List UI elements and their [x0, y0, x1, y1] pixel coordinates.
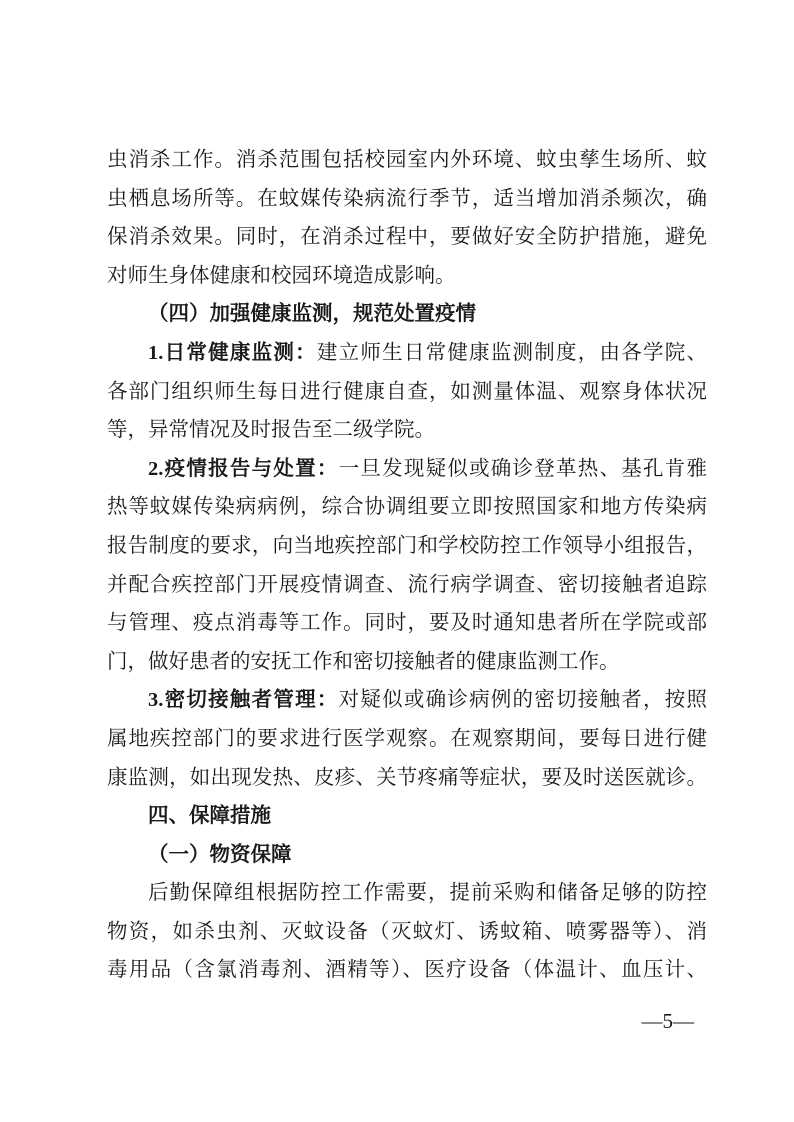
text-line [107, 681, 707, 720]
text-segment: 门，做好患者的安抚工作和密切接触者的健康监测工作。 [107, 650, 620, 673]
text-line [107, 450, 707, 489]
text-line [107, 836, 707, 875]
text-segment: 虫栖息场所等。在蚊媒传染病流行季节，适当增加消杀频次，确 [107, 187, 707, 210]
text-segment: 保消杀效果。同时，在消杀过程中，要做好安全防护措施，避免 [107, 226, 707, 249]
text-line [107, 951, 707, 990]
text-line [107, 604, 707, 643]
text-segment-bold: 3.密切接触者管理： [148, 689, 339, 712]
text-segment: 建立师生日常健康监测制度，由各学院、 [316, 341, 708, 364]
text-segment: 一旦发现疑似或确诊登革热、基孔肯雅 [338, 457, 708, 480]
text-line [107, 488, 707, 527]
text-line [107, 334, 707, 373]
text-segment: 对疑似或确诊病例的密切接触者，按照 [338, 689, 708, 712]
text-segment: 后勤保障组根据防控工作需要，提前采购和储备足够的防控 [148, 882, 707, 905]
text-line [107, 720, 707, 759]
text-segment: 与管理、疫点消毒等工作。同时，要及时通知患者所在学院或部 [107, 612, 707, 635]
page-number: —5— [641, 1009, 694, 1033]
text-line [107, 141, 707, 180]
text-segment: 康监测，如出现发热、皮疹、关节疼痛等症状，要及时送医就诊。 [107, 766, 707, 789]
text-line [107, 797, 707, 836]
text-segment-bold: 1.日常健康监测： [148, 341, 317, 364]
document-body [107, 141, 707, 990]
text-segment: 物资，如杀虫剂、灭蚊设备（灭蚊灯、诱蚊箱、喷雾器等）、消 [107, 920, 707, 943]
text-segment: 报告制度的要求，向当地疾控部门和学校防控工作领导小组报告， [107, 534, 707, 557]
text-line [107, 295, 707, 334]
text-segment: 并配合疾控部门开展疫情调查、流行病学调查、密切接触者追踪 [107, 573, 707, 596]
text-segment-bold: 四、保障措施 [148, 804, 271, 828]
text-segment: 等，异常情况及时报告至二级学院。 [107, 419, 435, 442]
text-segment: 各部门组织师生每日进行健康自查，如测量体温、观察身体状况 [107, 380, 707, 403]
text-segment-bold: （四）加强健康监测，规范处置疫情 [148, 303, 476, 326]
text-line [107, 759, 707, 798]
text-line [107, 373, 707, 412]
text-line [107, 566, 707, 605]
text-segment: 虫消杀工作。消杀范围包括校园室内外环境、蚊虫孳生场所、蚊 [107, 149, 707, 171]
text-line [107, 257, 707, 296]
text-line [107, 913, 707, 952]
text-segment: 毒用品（含氯消毒剂、酒精等）、医疗设备（体温计、血压计、 [107, 959, 707, 982]
text-segment: 对师生身体健康和校园环境造成影响。 [107, 264, 456, 287]
text-line [107, 218, 707, 257]
text-line [107, 180, 707, 219]
text-line [107, 874, 707, 913]
text-segment: 属地疾控部门的要求进行医学观察。在观察期间，要每日进行健 [107, 727, 707, 750]
text-segment-bold: （一）物资保障 [148, 843, 292, 866]
text-line [107, 411, 707, 450]
text-segment: 热等蚊媒传染病病例，综合协调组要立即按照国家和地方传染病 [107, 496, 707, 519]
text-line [107, 527, 707, 566]
text-line [107, 643, 707, 682]
text-segment-bold: 2.疫情报告与处置： [148, 457, 339, 480]
